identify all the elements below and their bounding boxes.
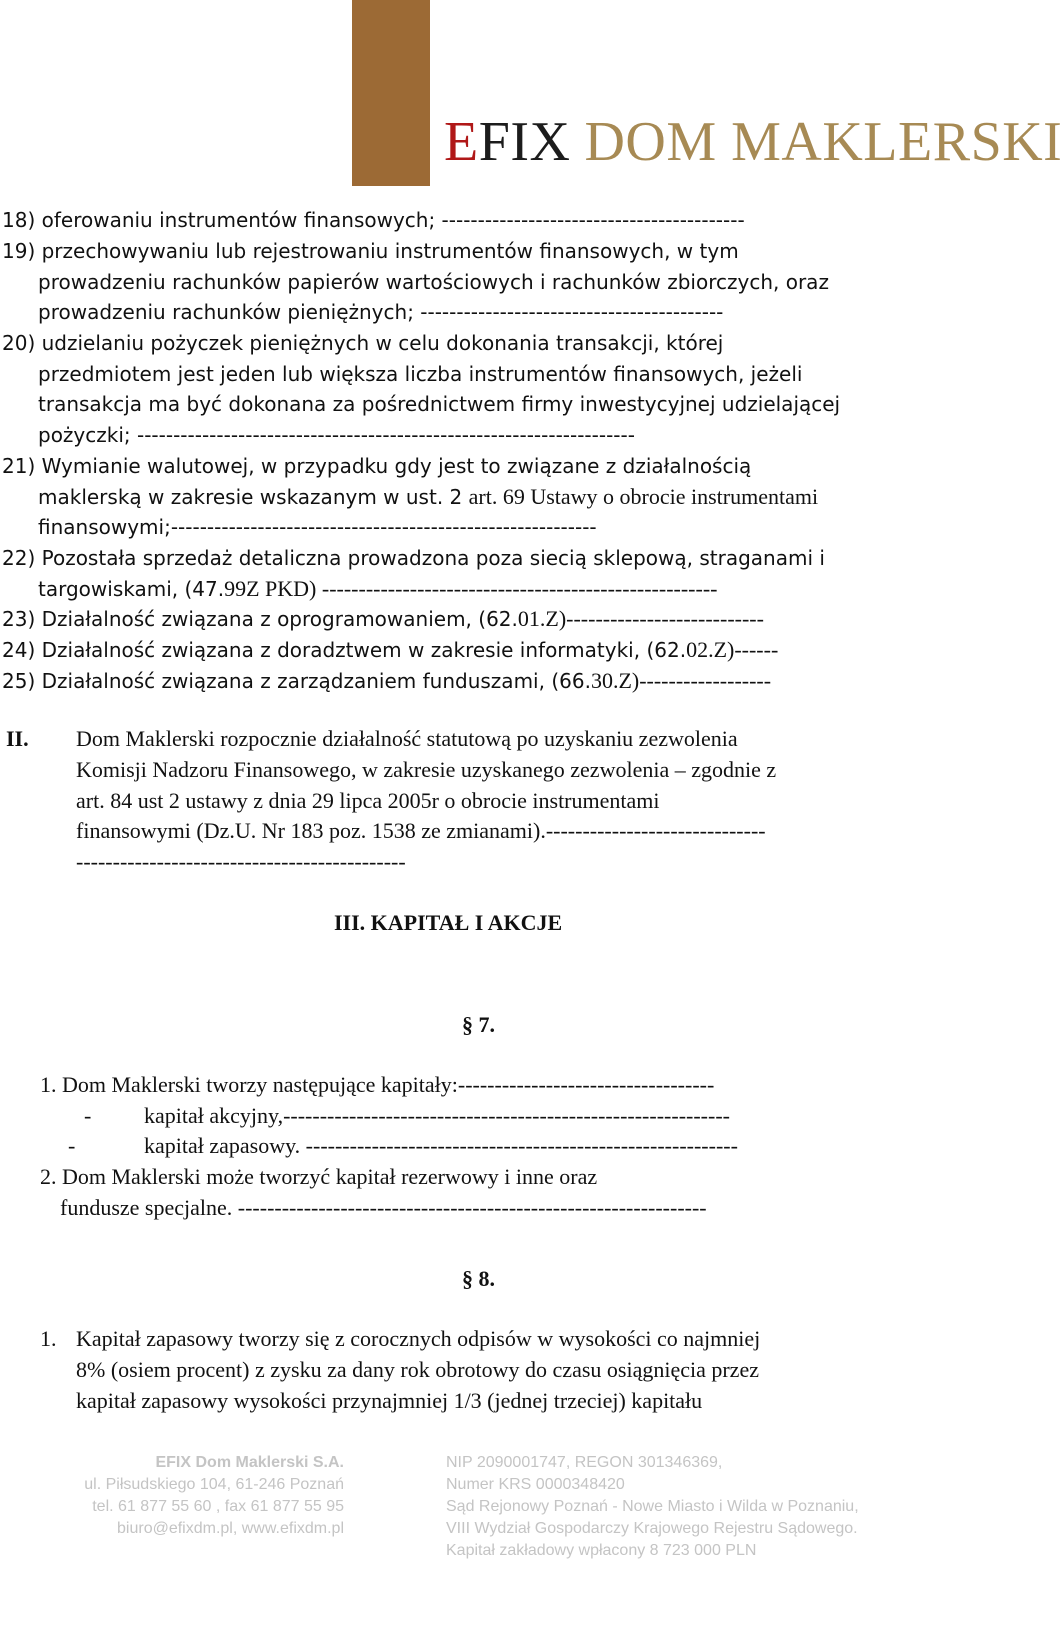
paragraph-8-heading: § 8. [462,1266,495,1291]
item-21-line2 [38,484,818,510]
section-2-line4: finansowymi (Dz.U. Nr 183 poz. 1538 ze zmianami).------------------------------ [76,818,766,843]
item-21-line3-text: finansowymi;----------------------------------------------------------- [38,515,597,539]
item-22-line1: 22) Pozostała sprzedaż detaliczna prowadzona poza siecią sklepową, straganami i [2,546,825,570]
item-23 [2,606,764,632]
item-19-line3: prowadzeniu rachunków pieniężnych; ------------------------------------------ [38,300,724,324]
p7-item-2-line2: fundusze specjalne. ---------------------------------------------------------------- [60,1195,707,1220]
footer-phone: tel. 61 877 55 60 , fax 61 877 55 95 [92,1498,344,1515]
footer-company-name: EFIX Dom Maklerski S.A. [155,1454,344,1471]
p7-item-1: 1. Dom Maklerski tworzy następujące kapitały:----------------------------------- [40,1072,715,1097]
item-21-line2-b: art. 69 Ustawy o obrocie instrumentami [468,484,819,509]
item-24-b: 02.Z)------ [686,637,779,662]
p8-item-1-line3: kapitał zapasowy wysokości przynajmniej 1/3 (jednej trzeciej) kapitału [76,1388,703,1413]
p8-item-1-line2: 8% (osiem procent) z zysku za dany rok obrotowy do czasu osiągnięcia przez [76,1357,759,1382]
footer-address: ul. Piłsudskiego 104, 61-246 Poznań [84,1476,344,1493]
item-19-line1: 19) przechowywaniu lub rejestrowaniu instrumentów finansowych, w tym [2,239,739,263]
efix-logo [444,112,1062,172]
p8-item-1-number: 1. [40,1326,57,1351]
item-23-a: 23) Działalność związana z oprogramowaniem, (62. [2,607,518,631]
item-22-line2-b: 99Z PKD) ------------------------------------------------------ [224,576,718,601]
p7-item-1b-dash: - [68,1133,76,1158]
logo-main: FIX [478,111,571,173]
footer-company-info [84,1452,344,1540]
section-2-line1: Dom Maklerski rozpocznie działalność statutową po uzyskaniu zezwolenia [76,726,738,751]
item-24 [2,637,778,663]
item-24-a: 24) Działalność związana z doradztwem w zakresie informatyki, (62. [2,638,687,662]
section-2-line2: Komisji Nadzoru Finansowego, w zakresie uzyskanego zezwolenia – zgodnie z [76,757,777,782]
item-25-a: 25) Działalność związana z zarządzaniem funduszami, (66. [2,669,591,693]
p7-item-1b: kapitał zapasowy. ----------------------------------------------------------- [144,1133,738,1158]
item-25 [2,668,771,694]
item-23-b: 01.Z)--------------------------- [517,606,764,631]
footer-krs: Numer KRS 0000348420 [446,1476,625,1493]
item-20-line3: transakcja ma być dokonana za pośrednictwem firmy inwestycyjnej udzielającej [38,392,841,416]
footer-division: VIII Wydział Gospodarczy Krajowego Rejestru Sądowego. [446,1520,858,1537]
item-20-line2: przedmiotem jest jeden lub większa liczba instrumentów finansowych, jeżeli [38,362,803,386]
p7-item-1a: kapitał akcyjny,------------------------------------------------------------- [144,1103,730,1128]
item-21-line2-a: maklerską w zakresie wskazanym w ust. 2 [38,485,469,509]
footer-nip-regon: NIP 2090001747, REGON 301346369, [446,1454,723,1471]
section-2-number: II. [6,726,29,751]
footer-registry-info [446,1452,859,1562]
section-3-title: III. KAPITAŁ I AKCJE [334,910,563,935]
footer-capital: Kapitał zakładowy wpłacony 8 723 000 PLN [446,1542,757,1559]
logo-prefix: E [444,111,479,173]
footer-court: Sąd Rejonowy Poznań - Nowe Miasto i Wilda w Poznaniu, [446,1498,859,1515]
item-19-line2: prowadzeniu rachunków papierów wartościowych i rachunków zbiorczych, oraz [38,270,829,294]
header-brown-block [352,0,430,186]
section-2-line5: --------------------------------------------- [76,849,406,874]
footer-email-web: biuro@efixdm.pl, www.efixdm.pl [117,1520,344,1537]
logo-sub: DOM MAKLERSKI [584,111,1062,173]
p7-item-2-line1: 2. Dom Maklerski może tworzyć kapitał rezerwowy i inne oraz [40,1164,598,1189]
item-22-line2 [38,576,717,602]
section-2-line3: art. 84 ust 2 ustawy z dnia 29 lipca 2005r o obrocie instrumentami [76,788,660,813]
item-21-line1: 21) Wymianie walutowej, w przypadku gdy jest to związane z działalnością [2,454,752,478]
item-20-line1: 20) udzielaniu pożyczek pieniężnych w celu dokonania transakcji, której [2,331,724,355]
item-25-b: 30.Z)------------------ [590,668,772,693]
item-18: 18) oferowaniu instrumentów finansowych; ------------------------------------------ [2,208,745,232]
item-20-line4: pożyczki; --------------------------------------------------------------------- [38,423,635,447]
paragraph-7-heading: § 7. [462,1012,495,1037]
item-22-line2-a: targowiskami, (47. [38,577,225,601]
p8-item-1-line1: Kapitał zapasowy tworzy się z corocznych odpisów w wysokości co najmniej [76,1326,761,1351]
p7-item-1a-dash: - [84,1103,92,1128]
item-21-line3 [38,514,597,540]
